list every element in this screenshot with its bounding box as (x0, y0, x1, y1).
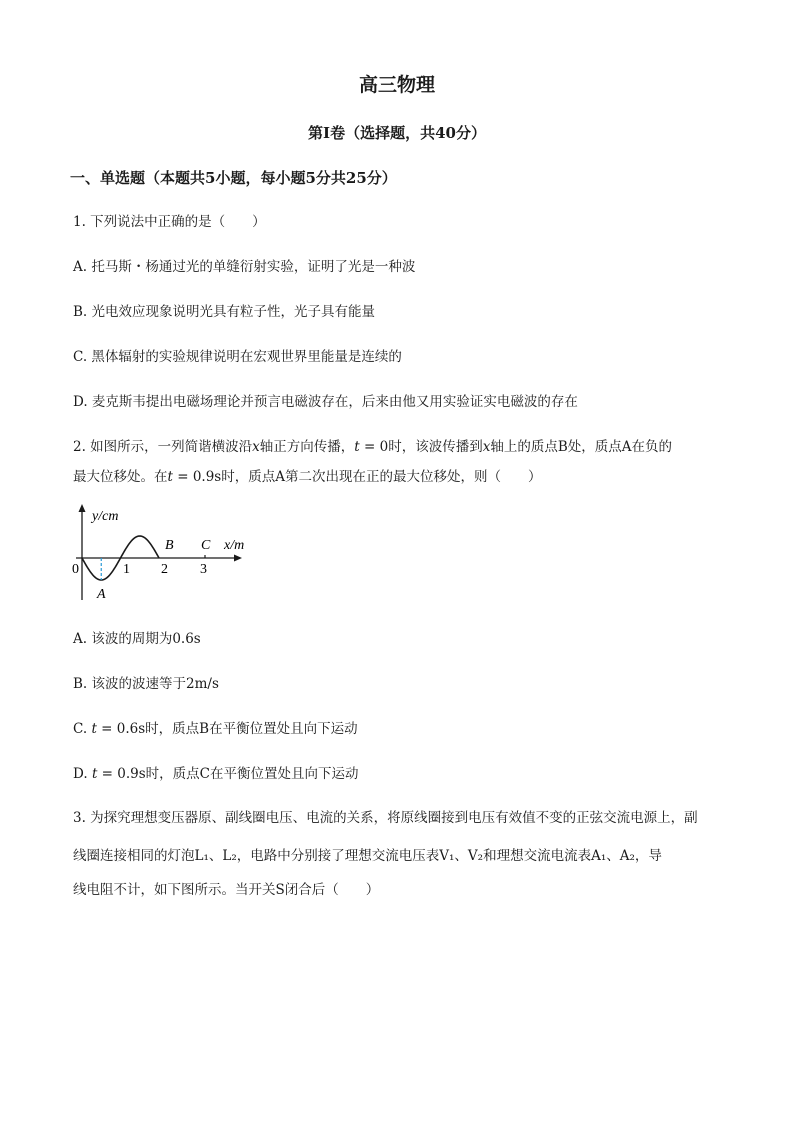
q3-stem-line-3: 线电阻不计，如下图所示。当开关S闭合后（ ） (73, 882, 380, 898)
q2-option-b: B. 该波的波速等于2m/s (73, 676, 219, 692)
q2-text: = 0.9s时，质点A第二次出现在正的最大位移处，则（ ） (172, 469, 542, 485)
q1-option-b: B. 光电效应现象说明光具有粒子性，光子具有能量 (73, 304, 376, 320)
point-c-label: C (201, 538, 211, 553)
q2-var-t: t (167, 469, 173, 485)
q2-c-prefix: C. (73, 721, 92, 737)
tick-label-1: 1 (123, 562, 130, 577)
tick-label-3: 3 (200, 562, 207, 577)
y-axis-label: y/cm (92, 509, 119, 524)
q2-var-t: t (354, 439, 360, 455)
q2-option-a: A. 该波的周期为0.6s (73, 631, 201, 647)
origin-label: 0 (72, 562, 79, 577)
q2-var-x: x (482, 439, 491, 455)
q1-option-c: C. 黑体辐射的实验规律说明在宏观世界里能量是连续的 (73, 349, 402, 365)
page-title: 高三物理 (358, 74, 435, 96)
q2-option-d (73, 762, 359, 782)
point-b-label: B (165, 538, 174, 553)
q2-text: 最大位移处。在 (73, 469, 168, 485)
q2-d-text: = 0.9s时，质点C在平衡位置处且向下运动 (97, 766, 359, 782)
y-axis-arrow (79, 504, 86, 512)
q3-stem-line-1: 3. 为探究理想变压器原、副线圈电压、电流的关系，将原线圈接到电压有效值不变的正弦交流电源上，副 (73, 810, 698, 826)
q1-stem: 1. 下列说法中正确的是（ ） (73, 214, 266, 230)
q2-text: 2. 如图所示，一列简谐横波沿 (73, 439, 253, 455)
section-heading: 一、单选题（本题共5小题，每小题5分共25分） (70, 169, 397, 187)
point-a-label: A (97, 587, 106, 602)
x-axis-arrow (234, 555, 242, 562)
q2-var-t: t (91, 766, 98, 782)
q2-var-x: x (252, 439, 260, 455)
q2-text: = 0时，该波传播到 (359, 439, 483, 455)
q2-option-c (73, 717, 358, 737)
q2-c-text: = 0.6s时，质点B在平衡位置处且向下运动 (96, 721, 358, 737)
q2-stem-line-1 (73, 435, 672, 455)
q2-d-prefix: D. (73, 766, 92, 782)
tick-label-2: 2 (161, 562, 168, 577)
q2-var-t: t (91, 721, 97, 737)
q2-text: 轴上的质点B处，质点A在负的 (490, 439, 673, 455)
wave-figure (70, 500, 260, 610)
q3-stem-line-2: 线圈连接相同的灯泡L₁、L₂，电路中分别接了理想交流电压表V₁、V₂和理想交流电流表A₁、A₂，导 (73, 848, 662, 864)
paper-subtitle: 第Ⅰ卷（选择题，共40分） (308, 124, 486, 142)
x-axis-label: x/m (224, 538, 245, 553)
q2-text: 轴正方向传播， (259, 439, 355, 455)
q2-stem-line-2 (73, 465, 541, 485)
q1-option-a: A. 托马斯・杨通过光的单缝衍射实验，证明了光是一种波 (73, 259, 416, 275)
q1-option-d: D. 麦克斯韦提出电磁场理论并预言电磁波存在，后来由他又用实验证实电磁波的存在 (73, 394, 578, 410)
